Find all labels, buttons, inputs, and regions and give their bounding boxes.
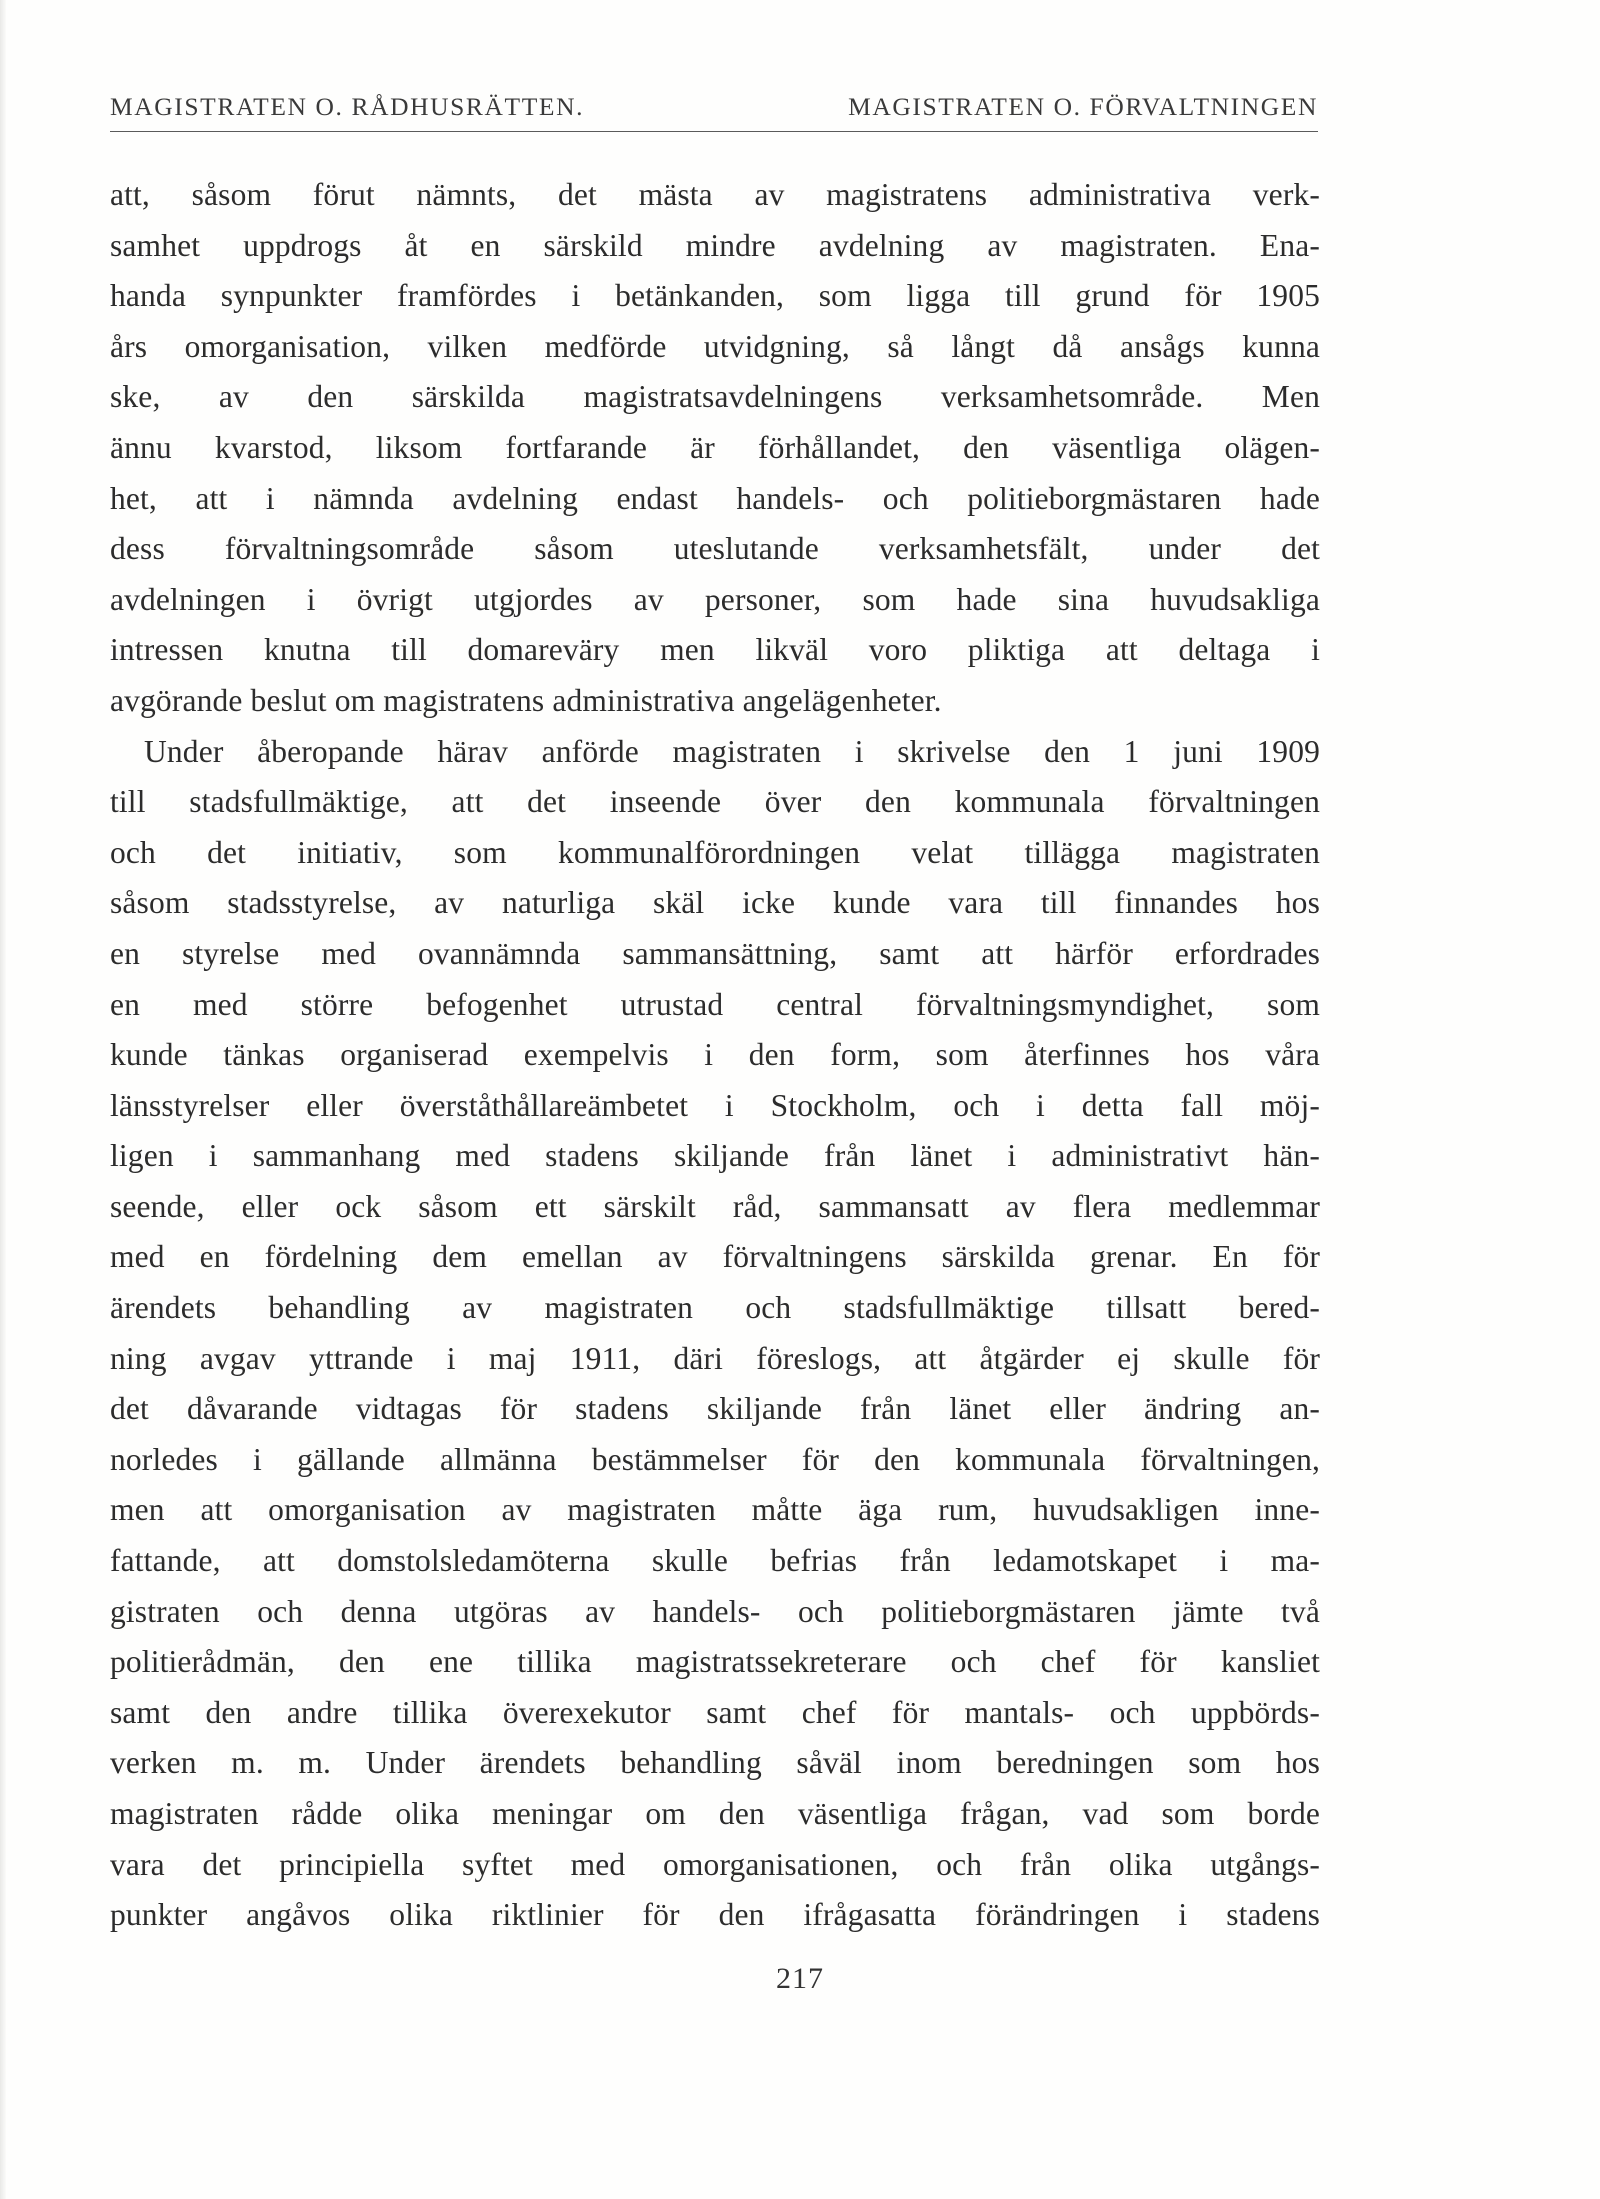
text-line: intressen knutna till domareväry men likväl voro pliktiga att deltaga i (110, 632, 1320, 668)
paragraph-1 (110, 170, 1320, 727)
text-line: års omorganisation, vilken medförde utvidgning, så långt då ansågs kunna (110, 328, 1320, 364)
running-header (110, 92, 1318, 122)
text-line: ärendets behandling av magistraten och stadsfullmäktige tillsatt bered- (110, 1290, 1320, 1326)
text-line: punkter angåvos olika riktlinier för den ifrågasatta förändringen i stadens (110, 1897, 1320, 1933)
text-line: Under åberopande härav anförde magistraten i skrivelse den 1 juni 1909 (144, 733, 1320, 769)
text-line: ske, av den särskilda magistratsavdelningens verksamhetsområde. Men (110, 379, 1320, 415)
header-rule (110, 131, 1318, 132)
text-line: vara det principiella syftet med omorganisationen, och från olika utgångs- (110, 1846, 1320, 1882)
scan-edge (0, 0, 6, 2199)
text-line: ligen i sammanhang med stadens skiljande från länet i administrativt hän- (110, 1138, 1320, 1174)
text-line: samhet uppdrogs åt en särskild mindre avdelning av magistraten. Ena- (110, 227, 1320, 263)
running-header-left: MAGISTRATEN O. RÅDHUSRÄTTEN. (110, 92, 585, 121)
page-number: 217 (776, 1962, 824, 1995)
text-line: en med större befogenhet utrustad central förvaltningsmyndighet, som (110, 986, 1320, 1022)
text-line: ännu kvarstod, liksom fortfarande är förhållandet, den väsentliga olägen- (110, 429, 1320, 465)
text-line: med en fördelning dem emellan av förvaltningens särskilda grenar. En för (110, 1239, 1320, 1275)
running-header-right: MAGISTRATEN O. FÖRVALTNINGEN (848, 92, 1318, 121)
text-line: ning avgav yttrande i maj 1911, däri föreslogs, att åtgärder ej skulle för (110, 1340, 1320, 1376)
text-line: het, att i nämnda avdelning endast handels- och politieborgmästaren hade (110, 480, 1320, 516)
text-line: samt den andre tillika överexekutor samt chef för mantals- och uppbörds- (110, 1694, 1320, 1730)
text-line: seende, eller ock såsom ett särskilt råd, sammansatt av flera medlemmar (110, 1188, 1320, 1224)
text-line: gistraten och denna utgöras av handels- och politieborgmästaren jämte två (110, 1593, 1320, 1629)
body-text (110, 170, 1320, 1941)
text-line: länsstyrelser eller överståthållareämbetet i Stockholm, och i detta fall möj- (110, 1087, 1320, 1123)
text-line: att, såsom förut nämnts, det mästa av magistratens administrativa verk- (110, 177, 1320, 212)
text-line: handa synpunkter framfördes i betänkanden, som ligga till grund för 1905 (110, 278, 1320, 314)
text-line: verken m. m. Under ärendets behandling såväl inom beredningen som hos (110, 1745, 1320, 1781)
text-line: norledes i gällande allmänna bestämmelser för den kommunala förvaltningen, (110, 1441, 1320, 1477)
text-line: men att omorganisation av magistraten måtte äga rum, huvudsakligen inne- (110, 1492, 1320, 1528)
text-line: till stadsfullmäktige, att det inseende över den kommunala förvaltningen (110, 784, 1320, 820)
text-line: dess förvaltningsområde såsom uteslutande verksamhetsfält, under det (110, 531, 1320, 567)
text-line: det dåvarande vidtagas för stadens skiljande från länet eller ändring an- (110, 1391, 1320, 1427)
text-line: politierådmän, den ene tillika magistratssekreterare och chef för kansliet (110, 1644, 1320, 1680)
text-line: magistraten rådde olika meningar om den väsentliga frågan, vad som borde (110, 1796, 1320, 1831)
text-line: kunde tänkas organiserad exempelvis i den form, som återfinnes hos våra (110, 1037, 1320, 1073)
paragraph-2 (110, 727, 1320, 1941)
text-line: och det initiativ, som kommunalförordningen velat tillägga magistraten (110, 834, 1320, 870)
text-line: såsom stadsstyrelse, av naturliga skäl icke kunde vara till finnandes hos (110, 885, 1320, 921)
text-line: en styrelse med ovannämnda sammansättning, samt att härför erfordrades (110, 935, 1320, 971)
text-line: avgörande beslut om magistratens administrativa angelägenheter. (110, 682, 942, 718)
text-line: fattande, att domstolsledamöterna skulle befrias från ledamotskapet i ma- (110, 1543, 1320, 1579)
text-line: avdelningen i övrigt utgjordes av personer, som hade sina huvudsakliga (110, 581, 1320, 617)
